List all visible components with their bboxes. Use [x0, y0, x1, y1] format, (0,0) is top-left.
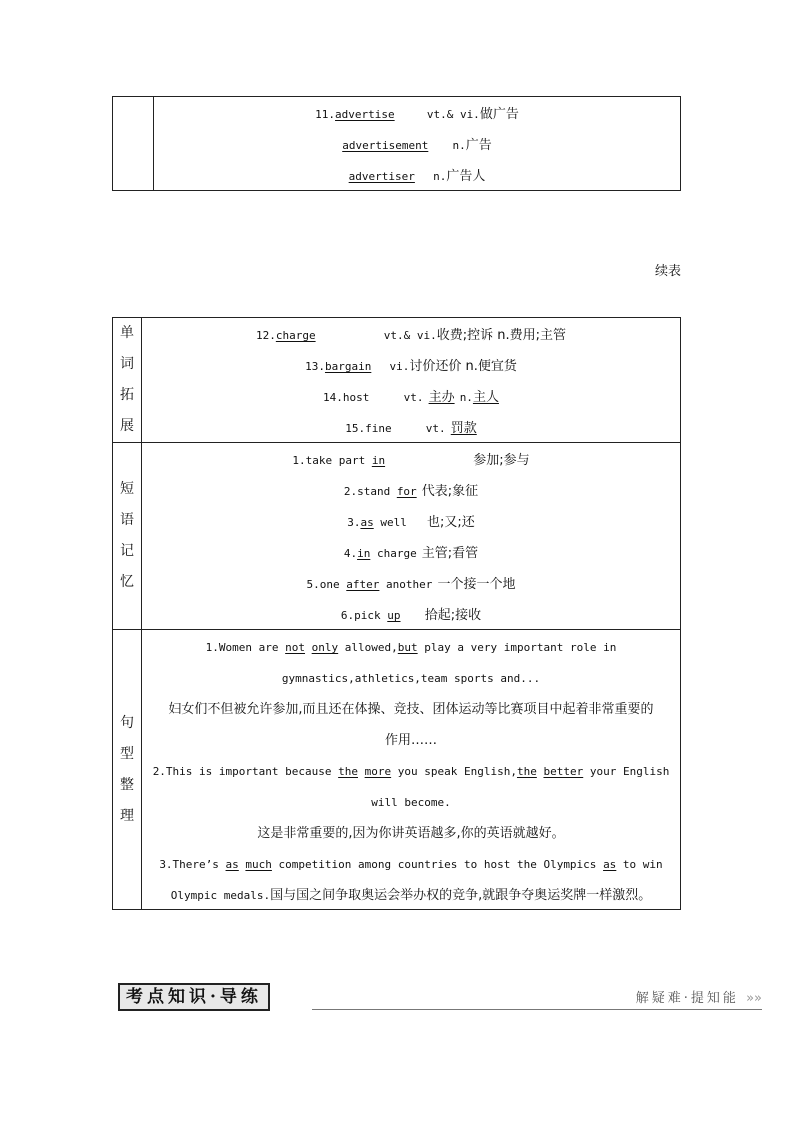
sentence-2-line-2: will become.: [371, 796, 451, 809]
vocab-entries: [142, 318, 681, 443]
vocab-word: host: [342, 391, 370, 404]
category-char: 句: [120, 714, 134, 731]
section-banner: [112, 983, 762, 1011]
entry-word: advertise: [335, 108, 395, 121]
vocab-word: fine: [365, 422, 392, 435]
sentence-entries: [142, 630, 681, 910]
sentence-3-translation: 国与国之间争取奥运会举办权的竞争,就跟争夺奥运奖牌一样激烈。: [270, 888, 652, 903]
sentence-blank: much: [245, 858, 272, 871]
vocab-meaning: 讨价还价 n.便宜货: [409, 359, 517, 374]
phrase-item: 4.in charge 主管;看管: [343, 546, 479, 561]
entry-cell: [154, 97, 681, 191]
sentence-blank: not: [285, 641, 306, 654]
phrase-blank: up: [387, 609, 401, 622]
phrase-blank: in: [357, 547, 371, 560]
phrase-blank: for: [396, 485, 417, 498]
sentence-1-translation-2: 作用……: [384, 733, 437, 748]
category-char: 忆: [120, 574, 134, 590]
sentence-blank: only: [311, 641, 339, 654]
phrase-item: 6.pick up 拾起;接收: [340, 608, 482, 623]
derivative-meaning: 广告人: [446, 169, 486, 184]
vocab-meaning: 罚款: [450, 421, 477, 436]
category-char: 短: [120, 481, 134, 497]
section-vocab: [113, 318, 681, 443]
category-char: 展: [120, 418, 134, 434]
phrase-meaning: 拾起;接收: [424, 608, 482, 623]
category-char: 理: [120, 807, 134, 824]
sentence-1-line-2: gymnastics,athletics,team sports and...: [281, 672, 541, 685]
category-char: 拓: [120, 387, 134, 403]
vocab-table-top: [112, 96, 681, 191]
sentence-blank: the: [338, 765, 358, 778]
section-sentences: [113, 630, 681, 910]
sentence-1-line-1: 1.Women are not only allowed,but play a very important role in: [205, 641, 617, 654]
phrase-meaning: 代表;象征: [421, 484, 479, 499]
entry-line: [154, 97, 680, 128]
vocab-word: bargain: [324, 360, 372, 373]
sentence-3-line-1: 3.There’s as much competition among countries to host the Olympics as to win: [159, 858, 663, 871]
banner-divider: [312, 1009, 762, 1010]
vocab-item: 12.charge vt.& vi.收费;控诉 n.费用;主管: [255, 328, 567, 343]
vocab-item: 15.fine vt. 罚款: [345, 421, 477, 436]
derivative-line: [154, 128, 680, 159]
phrase-meaning: 主管;看管: [421, 546, 479, 561]
sentence-blank: the: [516, 765, 537, 778]
vocab-meaning: 主办: [428, 390, 455, 405]
category-char: 语: [120, 512, 134, 528]
phrase-blank: after: [346, 578, 380, 591]
vocab-item: 13.bargain vi.讨价还价 n.便宜货: [305, 359, 517, 374]
phrase-meaning: 也;又;还: [427, 515, 475, 530]
category-char: 单: [120, 325, 134, 341]
phrase-meaning: 参加;参与: [473, 453, 530, 468]
phrase-blank: as: [360, 516, 374, 529]
derivative-meaning: 广告: [465, 138, 492, 153]
category-phrases: [113, 443, 142, 630]
sentence-blank: as: [603, 858, 617, 871]
vocab-item: 14.host vt. 主办 n.主人: [323, 390, 499, 405]
phrase-entries: [142, 443, 681, 630]
derivative-pos: n.: [452, 139, 466, 152]
derivative-pos: n.: [433, 170, 447, 183]
vocab-meaning: 收费;控诉 n.费用;主管: [436, 328, 567, 343]
sentence-blank: more: [364, 765, 392, 778]
category-char: 词: [120, 356, 134, 372]
sentence-3-line-2: Olympic medals.国与国之间争取奥运会举办权的竞争,就跟争夺奥运奖牌一样激烈。: [170, 888, 652, 903]
category-sentences: [113, 630, 142, 910]
sentence-blank: but: [397, 641, 418, 654]
vocab-table-main: [112, 317, 681, 910]
sentence-blank: better: [543, 765, 584, 778]
section-subtitle: [636, 987, 762, 1006]
subtitle-text: 解疑难·提知能: [635, 991, 739, 1006]
phrase-meaning: 一个接一个地: [437, 577, 516, 592]
double-chevron-icon: »»: [746, 991, 762, 1006]
empty-category-cell: [113, 97, 154, 191]
vocab-meaning: 主人: [472, 390, 499, 405]
entry-pos: vt.& vi.: [426, 108, 480, 121]
category-vocab: [113, 318, 142, 443]
phrase-item: 3.as well 也;又;还: [347, 515, 475, 530]
sentence-2-translation: 这是非常重要的,因为你讲英语越多,你的英语就越好。: [257, 826, 565, 841]
continued-label: 续表: [654, 264, 681, 279]
derivative-line: [154, 159, 680, 190]
category-char: 整: [120, 776, 134, 793]
phrase-item: 5.one after another 一个接一个地: [306, 577, 516, 592]
phrase-blank: in: [371, 454, 386, 467]
section-phrases: [113, 443, 681, 630]
sentence-1-translation: 妇女们不但被允许参加,而且还在体操、竞技、团体运动等比赛项目中起着非常重要的: [168, 702, 654, 717]
category-char: 记: [120, 543, 134, 559]
phrase-item: 2.stand for 代表;象征: [343, 484, 479, 499]
sentence-blank: as: [225, 858, 239, 871]
vocab-word: charge: [275, 329, 316, 342]
derivative-word: advertiser: [348, 170, 415, 183]
entry-meaning: 做广告: [479, 107, 519, 122]
section-title: 考点知识·导练: [118, 983, 270, 1011]
sentence-2-line-1: 2.This is important because the more you speak English,the better your English: [152, 765, 670, 778]
entry-number: 11.: [315, 108, 336, 121]
category-char: 型: [120, 745, 134, 762]
derivative-word: advertisement: [342, 139, 429, 152]
phrase-item: 1.take part in 参加;参与: [292, 453, 530, 468]
